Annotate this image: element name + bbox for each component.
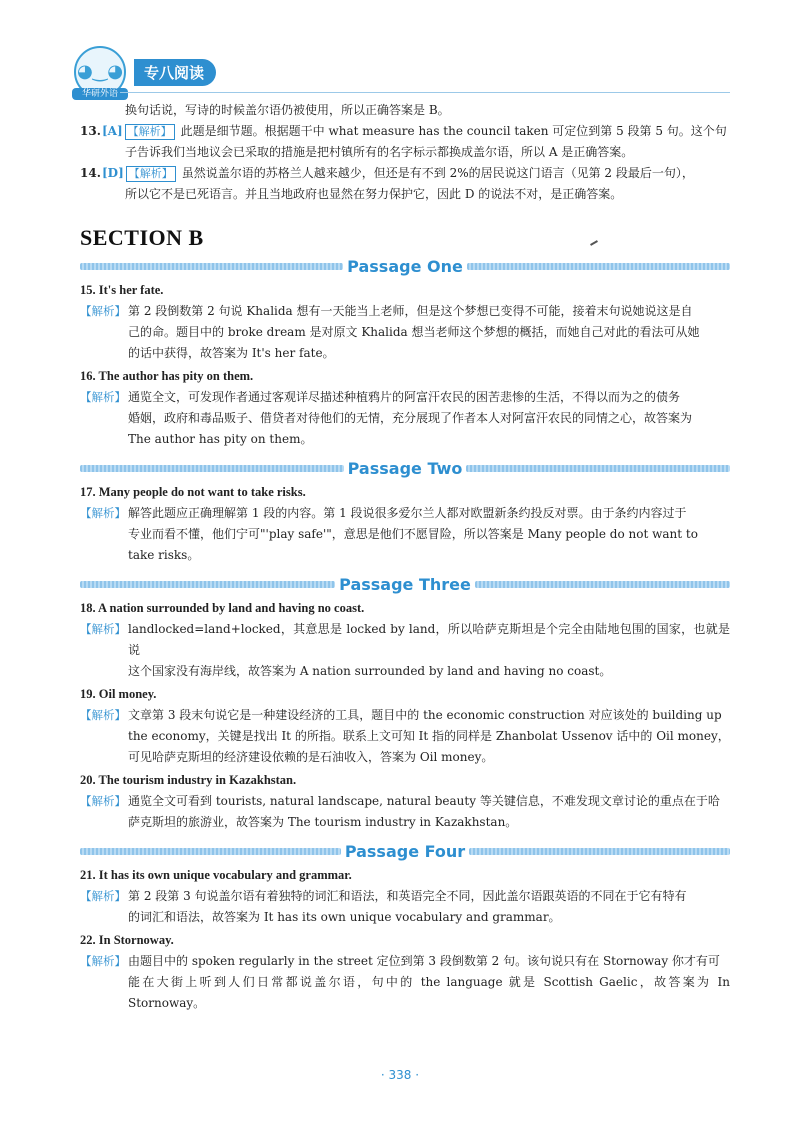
answer-title-15: 15. It's her fate. <box>80 283 164 297</box>
analysis-tag: 【解析】 <box>80 506 126 520</box>
analysis-tag: 【解析】 <box>80 889 126 903</box>
answer-13 <box>80 121 730 163</box>
explanation-line: 子告诉我们当地议会已采取的措施是把村镇所有的名字标示都换成盖尔语，所以 A 是正确答案。 <box>125 145 634 159</box>
decorative-bar <box>80 465 344 472</box>
explanation-line: 己的命。题目中的 broke dream 是对原文 Khalida 想当老师这个梦想的概括，而她自己对此的看法可从她 <box>128 325 700 339</box>
explanation-line: 由题目中的 spoken regularly in the street 定位到第 3 段倒数第 2 句。该句说只有在 Stornoway 你才有可 <box>128 954 720 968</box>
explanation-line: 文章第 3 段末句说它是一种建设经济的工具，题目中的 the economic construction 对应该处的 building up <box>128 708 722 722</box>
answer-title-22: 22. In Stornoway. <box>80 933 174 947</box>
analysis-tag: 【解析】 <box>80 708 126 722</box>
decorative-bar <box>467 263 730 270</box>
answer-title-16: 16. The author has pity on them. <box>80 369 254 383</box>
explanation-line: 的词汇和语法，故答案为 It has its own unique vocabulary and grammar。 <box>128 910 561 924</box>
explanation-18 <box>80 619 730 682</box>
passage-one-header <box>80 256 730 276</box>
explanation-21 <box>80 886 730 928</box>
passage-title: Passage Two <box>347 458 463 478</box>
answer-title-20: 20. The tourism industry in Kazakhstan. <box>80 773 297 787</box>
explanation-line: 通览全文，可发现作者通过客观详尽描述种植鸦片的阿富汗农民的困苦悲惨的生活，不得以而为之的债务 <box>128 390 681 404</box>
answer-letter: [A] <box>102 124 123 138</box>
explanation-line: 第 2 段第 3 句说盖尔语有着独特的词汇和语法，和英语完全不同，因此盖尔语跟英语的不同在于它有特有 <box>128 889 687 903</box>
analysis-tag: 【解析】 <box>126 166 176 182</box>
explanation-line: 解答此题应正确理解第 1 段的内容。第 1 段说很多爱尔兰人都对欧盟新条约投反对票。由于条约内容过于 <box>128 506 687 520</box>
passage-three-header <box>80 574 730 594</box>
explanation-line: the economy，关键是找出 It 的所指。联系上文可知 It 指的同样是 Zhanbolat Ussenov 话中的 Oil money， <box>128 729 730 743</box>
answer-title-19: 19. Oil money. <box>80 687 157 701</box>
explanation-line: 通览全文可看到 tourists, natural landscape, natural beauty 等关键信息，不难发现文章讨论的重点在于哈 <box>128 794 720 808</box>
explanation-line: landlocked=land+locked，其意思是 locked by land，所以哈萨克斯坦是个完全由陆地包围的国家，也就是说 <box>128 622 730 657</box>
explanation-line: 可见哈萨克斯坦的经济建设依赖的是石油收入，答案为 Oil money。 <box>128 750 494 764</box>
explanation-22 <box>80 951 730 1014</box>
page-number: · 338 · <box>380 1068 420 1082</box>
analysis-tag: 【解析】 <box>80 304 126 318</box>
answer-letter: [D] <box>102 166 124 180</box>
passage-title: Passage Three <box>339 574 471 594</box>
answer-title-21: 21. It has its own unique vocabulary and grammar. <box>80 868 352 882</box>
explanation-line: 所以它不是已死语言。并且当地政府也显然在努力保护它，因此 D 的说法不对，是正确答案。 <box>125 187 623 201</box>
analysis-tag: 【解析】 <box>80 954 126 968</box>
explanation-line: 能在大街上听到人们日常都说盖尔语，句中的 the language 就是 Scottish Gaelic，故答案为 In Stornoway。 <box>128 975 730 1010</box>
section-title: SECTION B <box>80 225 204 250</box>
page-header <box>74 46 216 98</box>
logo-text: 华研外语 <box>72 88 128 100</box>
explanation-line: 婚姻，政府和毒品贩子、借贷者对待他们的无情，充分展现了作者本人对阿富汗农民的同情之心，故答案为 <box>128 411 693 425</box>
publisher-logo <box>74 46 126 98</box>
analysis-tag: 【解析】 <box>80 794 126 808</box>
explanation-line: 第 2 段倒数第 2 句说 Khalida 想有一天能当上老师，但是这个梦想已变得不可能，接着末句说她说这是自 <box>128 304 693 318</box>
decorative-bar <box>475 581 730 588</box>
answer-title-17: 17. Many people do not want to take risks. <box>80 485 306 499</box>
explanation-15 <box>80 301 730 364</box>
passage-four-header <box>80 841 730 861</box>
explanation-17 <box>80 503 730 566</box>
book-title: 专八阅读 <box>134 59 216 86</box>
explanation-19 <box>80 705 730 768</box>
explanation-line: 这个国家没有海岸线，故答案为 A nation surrounded by land and having no coast。 <box>128 664 612 678</box>
explanation-16 <box>80 387 730 450</box>
explanation-line: 的话中获得，故答案为 It's her fate。 <box>128 346 335 360</box>
explanation-line: take risks。 <box>128 548 200 562</box>
continuation-text: 换句话说，写诗的时候盖尔语仍被使用，所以正确答案是 B。 <box>125 103 450 117</box>
explanation-20 <box>80 791 730 833</box>
analysis-tag: 【解析】 <box>125 124 175 140</box>
passage-title: Passage Four <box>344 841 466 861</box>
question-number: 13. <box>80 124 101 138</box>
question-number: 14. <box>80 166 101 180</box>
answer-title-18: 18. A nation surrounded by land and having no coast. <box>80 601 365 615</box>
header-divider <box>120 92 730 93</box>
passage-title: Passage One <box>347 256 463 276</box>
frog-mascot-icon: ◕‿◕ <box>77 61 123 82</box>
passage-two-header <box>80 458 730 478</box>
decorative-bar <box>80 848 341 855</box>
page-content <box>80 100 730 1014</box>
decorative-bar <box>469 848 730 855</box>
decorative-bar <box>80 263 343 270</box>
answer-14 <box>80 163 730 205</box>
explanation-line: The author has pity on them。 <box>128 432 313 446</box>
explanation-line: 专业而看不懂，他们宁可"'play safe'"，意思是他们不愿冒险，所以答案是 Many people do not want to <box>128 527 698 541</box>
decorative-bar <box>466 465 730 472</box>
explanation-line: 萨克斯坦的旅游业，故答案为 The tourism industry in Kazakhstan。 <box>128 815 518 829</box>
explanation-line: 虽然说盖尔语的苏格兰人越来越少，但还是有不到 2%的居民说这门语言（见第 2 段最后一句）， <box>181 166 694 180</box>
explanation-line: 此题是细节题。根据题干中 what measure has the council taken 可定位到第 5 段第 5 句。这个句 <box>180 124 727 138</box>
analysis-tag: 【解析】 <box>80 622 126 636</box>
decorative-bar <box>80 581 335 588</box>
analysis-tag: 【解析】 <box>80 390 126 404</box>
